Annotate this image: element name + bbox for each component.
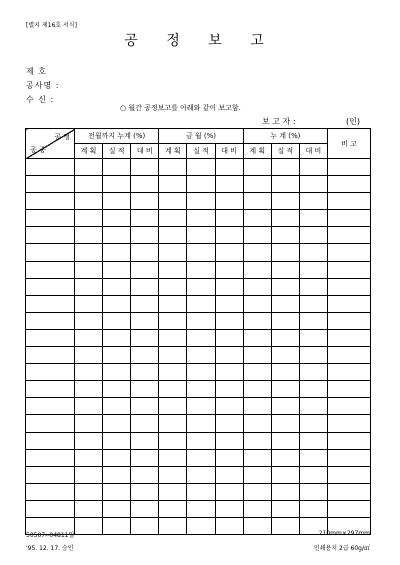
value-cell [103,312,131,329]
value-cell [243,449,271,466]
remarks-cell [328,312,371,329]
value-cell [103,364,131,381]
value-cell [243,176,271,193]
remarks-cell [328,329,371,346]
value-cell [187,466,215,483]
value-cell [159,347,187,364]
value-cell [187,329,215,346]
value-cell [187,415,215,432]
value-cell [75,449,103,466]
remarks-cell [328,381,371,398]
value-cell [299,415,327,432]
value-cell [75,312,103,329]
subheader-plan: 계 획 [159,144,187,159]
value-cell [299,500,327,517]
value-cell [131,500,159,517]
value-cell [271,517,299,534]
value-cell [271,176,299,193]
value-cell [131,364,159,381]
value-cell [271,244,299,261]
work-type-cell [26,415,75,432]
value-cell [103,278,131,295]
remarks-cell [328,449,371,466]
table-row [26,398,371,415]
group-this-month: 금 월 (%) [159,129,243,144]
value-cell [243,312,271,329]
value-cell [271,347,299,364]
value-cell [187,432,215,449]
value-cell [131,278,159,295]
value-cell [159,193,187,210]
value-cell [75,432,103,449]
value-cell [187,312,215,329]
value-cell [243,381,271,398]
value-cell [243,466,271,483]
value-cell [131,347,159,364]
work-type-cell [26,466,75,483]
value-cell [215,483,243,500]
value-cell [215,193,243,210]
corner-process-label: 공 정 [54,133,70,141]
value-cell [215,432,243,449]
value-cell [271,381,299,398]
value-cell [159,261,187,278]
value-cell [215,244,243,261]
value-cell [215,381,243,398]
value-cell [159,244,187,261]
work-type-cell [26,347,75,364]
value-cell [187,500,215,517]
value-cell [243,278,271,295]
value-cell [215,159,243,176]
value-cell [215,500,243,517]
value-cell [243,261,271,278]
value-cell [243,347,271,364]
value-cell [215,517,243,534]
value-cell [103,261,131,278]
value-cell [243,227,271,244]
work-type-cell [26,364,75,381]
value-cell [271,398,299,415]
value-cell [299,364,327,381]
value-cell [243,432,271,449]
value-cell [159,295,187,312]
remarks-cell [328,347,371,364]
table-row [26,295,371,312]
value-cell [131,415,159,432]
table-row [26,278,371,295]
group-cumulative: 누 계 (%) [243,129,327,144]
work-type-cell [26,449,75,466]
value-cell [271,312,299,329]
value-cell [103,210,131,227]
value-cell [75,329,103,346]
remarks-cell [328,176,371,193]
table-row [26,159,371,176]
table-row [26,210,371,227]
value-cell [159,500,187,517]
value-cell [299,312,327,329]
recipient-field: 수 신 : [26,95,55,104]
value-cell [271,295,299,312]
value-cell [103,517,131,534]
table-row [26,364,371,381]
table-row [26,193,371,210]
value-cell [159,415,187,432]
value-cell [187,176,215,193]
work-type-cell [26,381,75,398]
value-cell [75,483,103,500]
work-type-cell [26,432,75,449]
value-cell [131,295,159,312]
value-cell [159,432,187,449]
value-cell [299,278,327,295]
work-type-cell [26,244,75,261]
value-cell [103,176,131,193]
table-row [26,381,371,398]
value-cell [75,398,103,415]
value-cell [159,210,187,227]
value-cell [299,432,327,449]
value-cell [103,449,131,466]
remarks-cell [328,193,371,210]
value-cell [271,364,299,381]
value-cell [187,483,215,500]
value-cell [75,159,103,176]
value-cell [243,295,271,312]
value-cell [159,159,187,176]
work-type-cell [26,159,75,176]
subheader-plan: 계 획 [243,144,271,159]
value-cell [75,210,103,227]
table-row [26,176,371,193]
value-cell [75,193,103,210]
value-cell [103,193,131,210]
value-cell [187,261,215,278]
value-cell [187,227,215,244]
value-cell [159,381,187,398]
value-cell [131,312,159,329]
value-cell [103,381,131,398]
value-cell [215,176,243,193]
value-cell [243,159,271,176]
subheader-actual: 실 적 [271,144,299,159]
value-cell [299,261,327,278]
value-cell [75,364,103,381]
value-cell [299,329,327,346]
value-cell [215,312,243,329]
value-cell [215,278,243,295]
project-name-field: 공사명 : [26,81,60,90]
value-cell [299,159,327,176]
value-cell [271,210,299,227]
value-cell [215,415,243,432]
value-cell [299,398,327,415]
value-cell [75,500,103,517]
value-cell [75,347,103,364]
value-cell [271,227,299,244]
value-cell [131,517,159,534]
remarks-cell [328,500,371,517]
value-cell [103,483,131,500]
value-cell [131,432,159,449]
table-body [26,159,371,535]
paper-spec: 인쇄용지 2급 60g/㎡ [313,545,370,552]
value-cell [131,159,159,176]
value-cell [131,193,159,210]
value-cell [215,227,243,244]
value-cell [215,398,243,415]
value-cell [271,278,299,295]
value-cell [131,210,159,227]
value-cell [299,347,327,364]
value-cell [103,347,131,364]
subheader-ratio: 대 비 [299,144,327,159]
value-cell [103,227,131,244]
table-corner-header [26,129,75,159]
paper-size: 210mm×297mm [318,530,370,537]
subheader-ratio: 대 비 [131,144,159,159]
table-row [26,261,371,278]
value-cell [131,483,159,500]
table-row [26,432,371,449]
value-cell [271,449,299,466]
value-cell [159,312,187,329]
document-number-field: 제 호 [26,67,47,76]
value-cell [215,466,243,483]
group-previous-cumulative: 전월까지 누계 (%) [75,129,159,144]
work-type-cell [26,312,75,329]
table-row [26,466,371,483]
value-cell [159,483,187,500]
remarks-cell [328,483,371,500]
value-cell [131,398,159,415]
table-row [26,415,371,432]
table-row [26,449,371,466]
remarks-cell [328,278,371,295]
value-cell [187,278,215,295]
value-cell [159,449,187,466]
value-cell [299,210,327,227]
value-cell [299,483,327,500]
work-type-cell [26,483,75,500]
page-title: 공 정 보 고 [124,33,276,49]
progress-table [25,128,371,535]
table-row [26,483,371,500]
value-cell [299,449,327,466]
remarks-cell [328,261,371,278]
remarks-cell [328,210,371,227]
value-cell [215,329,243,346]
value-cell [243,193,271,210]
value-cell [243,329,271,346]
value-cell [159,398,187,415]
value-cell [215,449,243,466]
value-cell [103,244,131,261]
value-cell [131,449,159,466]
value-cell [103,500,131,517]
value-cell [215,261,243,278]
value-cell [75,295,103,312]
value-cell [75,466,103,483]
value-cell [75,517,103,534]
report-notice: ○ 월간 공정보고를 아래와 같이 보고함. [120,104,241,112]
value-cell [159,517,187,534]
remarks-cell [328,466,371,483]
remarks-cell [328,432,371,449]
seal-label: (인) [346,117,360,126]
value-cell [103,159,131,176]
value-cell [215,364,243,381]
value-cell [271,500,299,517]
value-cell [75,381,103,398]
value-cell [299,244,327,261]
value-cell [103,432,131,449]
value-cell [131,244,159,261]
subheader-ratio: 대 비 [215,144,243,159]
value-cell [131,176,159,193]
value-cell [299,227,327,244]
value-cell [271,483,299,500]
table-row [26,329,371,346]
value-cell [187,381,215,398]
remarks-cell [328,227,371,244]
remarks-header: 비 고 [328,129,371,159]
approval-date: '95. 12. 17. 승인 [26,545,74,552]
value-cell [103,415,131,432]
value-cell [187,364,215,381]
value-cell [187,193,215,210]
value-cell [159,329,187,346]
value-cell [271,193,299,210]
value-cell [131,329,159,346]
value-cell [187,517,215,534]
value-cell [243,500,271,517]
value-cell [131,466,159,483]
table-row [26,244,371,261]
value-cell [215,295,243,312]
value-cell [187,347,215,364]
value-cell [75,244,103,261]
value-cell [271,159,299,176]
value-cell [75,415,103,432]
value-cell [243,415,271,432]
value-cell [159,227,187,244]
work-type-cell [26,329,75,346]
remarks-cell [328,415,371,432]
value-cell [75,278,103,295]
remarks-cell [328,295,371,312]
value-cell [271,261,299,278]
value-cell [75,227,103,244]
work-type-cell [26,295,75,312]
value-cell [299,466,327,483]
subheader-actual: 실 적 [103,144,131,159]
remarks-cell [328,159,371,176]
remarks-cell [328,364,371,381]
value-cell [187,449,215,466]
value-cell [159,176,187,193]
value-cell [187,295,215,312]
table-row [26,500,371,517]
work-type-cell [26,261,75,278]
value-cell [299,176,327,193]
subheader-actual: 실 적 [187,144,215,159]
value-cell [131,381,159,398]
value-cell [187,398,215,415]
value-cell [215,210,243,227]
form-code: 50507--04811일 [26,532,75,539]
value-cell [131,227,159,244]
value-cell [187,159,215,176]
form-number-tag: [별지 제16호 서식] [26,22,77,29]
value-cell [103,329,131,346]
work-type-cell [26,193,75,210]
value-cell [271,432,299,449]
value-cell [271,329,299,346]
value-cell [159,466,187,483]
remarks-cell [328,244,371,261]
value-cell [75,176,103,193]
work-type-cell [26,398,75,415]
value-cell [131,261,159,278]
value-cell [187,210,215,227]
value-cell [299,381,327,398]
value-cell [103,466,131,483]
value-cell [75,261,103,278]
value-cell [243,483,271,500]
value-cell [215,347,243,364]
table-row [26,347,371,364]
work-type-cell [26,278,75,295]
value-cell [299,193,327,210]
value-cell [243,364,271,381]
subheader-plan: 계 획 [75,144,103,159]
value-cell [159,364,187,381]
corner-work-type-label: 공 종 [30,146,46,154]
value-cell [103,398,131,415]
value-cell [299,295,327,312]
work-type-cell [26,227,75,244]
value-cell [187,244,215,261]
value-cell [243,244,271,261]
work-type-cell [26,500,75,517]
value-cell [271,415,299,432]
value-cell [159,278,187,295]
table-row [26,227,371,244]
value-cell [271,466,299,483]
value-cell [103,295,131,312]
work-type-cell [26,210,75,227]
work-type-cell [26,176,75,193]
value-cell [243,210,271,227]
value-cell [243,398,271,415]
reporter-label: 보 고 자 : [262,117,296,126]
table-row [26,312,371,329]
remarks-cell [328,398,371,415]
value-cell [243,517,271,534]
